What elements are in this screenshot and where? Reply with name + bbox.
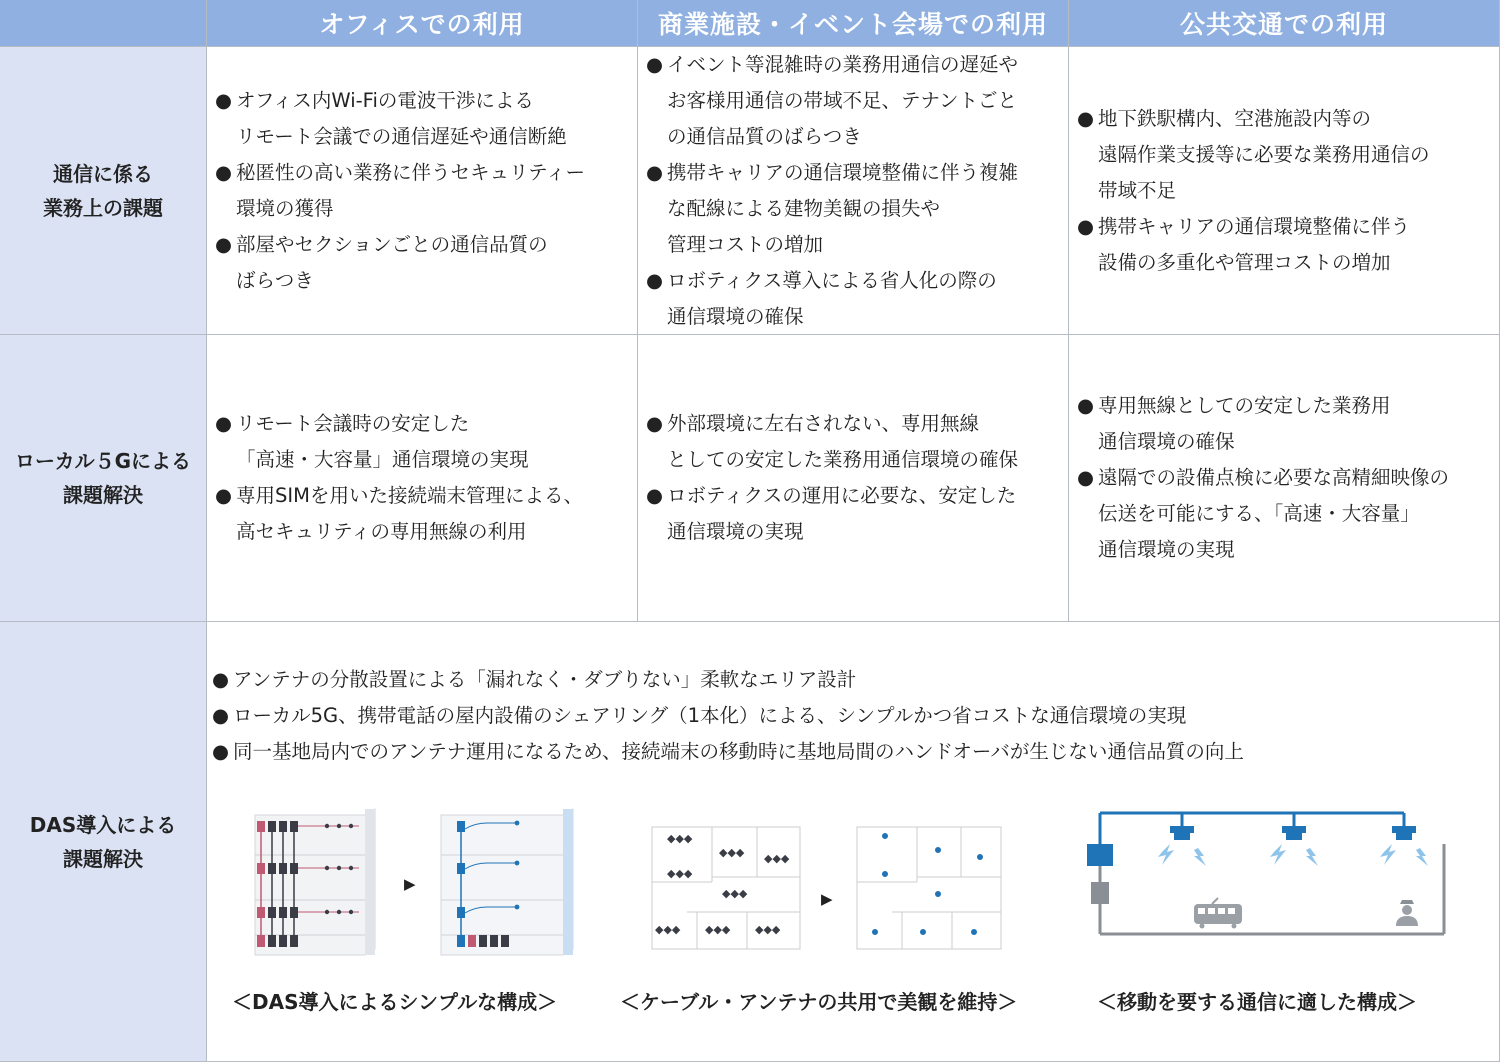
bullet-item [646, 478, 1018, 550]
row-label-line: 業務上の課題 [43, 195, 163, 220]
bullet-line: リモート会議時の安定した [236, 412, 470, 435]
bullet-dot: ● [212, 704, 230, 727]
cell-issues-transport [1069, 47, 1500, 335]
cell-local5g-transport [1069, 335, 1500, 622]
cell-issues-commercial [638, 47, 1069, 335]
bullet-line: 専用無線としての安定した業務用 [1098, 394, 1391, 417]
bullet-dot: ● [1077, 466, 1095, 489]
antenna-icon [1380, 813, 1428, 866]
bullet-line: としての安定した業務用通信環境の確保 [667, 448, 1019, 471]
bullet-line: 遠隔作業支援等に必要な業務用通信の [1098, 142, 1430, 166]
bullet-dot: ● [215, 160, 233, 184]
bullet-line: 管理コストの増加 [667, 232, 824, 256]
bullet-line: 通信環境の実現 [667, 520, 804, 543]
bullet-item [212, 698, 1244, 734]
cell-local5g-commercial [638, 335, 1069, 622]
caption-shared-aesthetics: ＜ケーブル・アンテナの共用で美観を維持＞ [620, 990, 1018, 1014]
bullet-line: 通信環境の実現 [1098, 538, 1235, 561]
bullet-dot: ● [646, 412, 664, 435]
bullet-line: 外部環境に左右されない、専用無線 [667, 412, 980, 435]
svg-text:◆◆◆: ◆◆◆ [705, 923, 731, 936]
row-label-line: DAS導入による [29, 812, 177, 837]
bullet-item [646, 263, 1018, 335]
bullet-dot: ● [1077, 214, 1095, 238]
bullet-dot: ● [1077, 106, 1095, 130]
caption-mobile-comm: ＜移動を要する通信に適した構成＞ [1097, 990, 1417, 1014]
bullet-dot: ● [646, 160, 664, 184]
building-before [255, 809, 375, 955]
cell-das [207, 622, 1500, 1062]
bullet-line: 地下鉄駅構内、空港施設内等の [1098, 106, 1372, 130]
bullet-line: 携帯キャリアの通信環境整備に伴う複雑 [667, 160, 1019, 184]
bullet-line: イベント等混雑時の業務用通信の遅延や [667, 52, 1019, 76]
row-label-issues [0, 47, 207, 335]
staff-icon [1396, 900, 1418, 926]
bullet-line: リモート会議での通信遅延や通信断絶 [236, 124, 567, 148]
bullet-dot: ● [212, 668, 230, 691]
base-station [1091, 882, 1109, 904]
svg-text:◆◆◆: ◆◆◆ [764, 852, 790, 865]
row-label-local5g [0, 335, 207, 622]
floorplan-diagram [647, 822, 1007, 952]
floorplan-before [652, 827, 800, 949]
arrow-icon: ▶ [404, 875, 416, 893]
bullet-line: ロボティクス導入による省人化の際の [667, 268, 997, 292]
bullet-dot: ● [1077, 394, 1095, 417]
svg-text:◆◆◆: ◆◆◆ [755, 923, 781, 936]
row-label-das [0, 622, 207, 1062]
svg-text:◆◆◆: ◆◆◆ [655, 923, 681, 936]
bullet-line: ローカル5G、携帯電話の屋内設備のシェアリング（1本化）による、シンプルかつ省コストな通信環境の実現 [233, 704, 1187, 727]
bullet-dot: ● [646, 484, 664, 507]
bullet-item [215, 478, 583, 550]
bullet-item [1077, 101, 1430, 209]
bullet-item [1077, 388, 1449, 460]
header-transport: 公共交通での利用 [1069, 0, 1500, 47]
bullet-item [215, 155, 585, 227]
bullet-line: 通信環境の確保 [1098, 430, 1235, 453]
bullet-line: ロボティクスの運用に必要な、安定した [667, 484, 1017, 507]
floorplan-after [857, 827, 1001, 949]
bullet-item [215, 227, 585, 299]
corridor-antenna-diagram [1082, 810, 1452, 940]
antenna-icon [1158, 813, 1206, 866]
bullet-dot: ● [646, 52, 664, 76]
bullet-item [646, 155, 1018, 263]
row-label-line: 課題解決 [62, 846, 143, 871]
bullet-line: オフィス内Wi-Fiの電波干渉による [236, 88, 534, 112]
header-office: オフィスでの利用 [207, 0, 638, 47]
bullet-item [215, 406, 583, 478]
cell-issues-office [207, 47, 638, 335]
bullet-line: 高セキュリティの専用無線の利用 [236, 520, 527, 543]
row-label-line: 課題解決 [63, 483, 143, 507]
das-building-diagram [247, 807, 577, 957]
bullet-dot: ● [215, 484, 233, 507]
bullet-line: 環境の獲得 [236, 196, 334, 220]
bullet-dot: ● [212, 740, 230, 763]
bullet-line: 部屋やセクションごとの通信品質の [236, 232, 548, 256]
bullet-line: 伝送を可能にする、「高速・大容量」 [1098, 502, 1420, 525]
row-label-line: 通信に係る [53, 161, 153, 186]
bullet-line: 秘匿性の高い業務に伴うセキュリティー [236, 160, 586, 184]
bullet-item [646, 47, 1018, 155]
arrow-icon: ▶ [821, 890, 833, 908]
header-commercial: 商業施設・イベント会場での利用 [638, 0, 1069, 47]
bullet-line: 遠隔での設備点検に必要な高精細映像の [1098, 466, 1450, 489]
bullet-line: ばらつき [236, 268, 314, 292]
das-hub [1087, 844, 1113, 866]
bullet-line: 携帯キャリアの通信環境整備に伴う [1098, 214, 1411, 238]
bullet-line: の通信品質のばらつき [667, 124, 862, 148]
bullet-item [212, 662, 1244, 698]
bullet-line: 通信環境の確保 [667, 304, 804, 328]
caption-das-simple: ＜DAS導入によるシンプルな構成＞ [232, 990, 558, 1014]
bullet-line: お客様用通信の帯域不足、テナントごと [667, 88, 1018, 112]
bullet-line: 帯域不足 [1098, 178, 1177, 202]
bullet-item [1077, 460, 1449, 568]
bullet-line: アンテナの分散設置による「漏れなく・ダブりない」柔軟なエリア設計 [233, 668, 857, 691]
svg-text:◆◆◆: ◆◆◆ [667, 867, 693, 880]
svg-text:◆◆◆: ◆◆◆ [667, 832, 693, 845]
bullet-line: 同一基地局内でのアンテナ運用になるため、接続端末の移動時に基地局間のハンドオーバが生じない通信品質の向上 [233, 740, 1244, 763]
train-icon [1194, 898, 1242, 929]
building-after [441, 809, 573, 955]
bullet-item [1077, 209, 1430, 281]
bullet-line: 専用SIMを用いた接続端末管理による、 [236, 484, 583, 507]
row-label-line: ローカル５Gによる [14, 449, 192, 473]
bullet-line: 「高速・大容量」通信環境の実現 [236, 448, 529, 471]
header-corner [0, 0, 207, 47]
bullet-line: な配線による建物美観の損失や [667, 196, 941, 220]
cell-local5g-office [207, 335, 638, 622]
svg-text:◆◆◆: ◆◆◆ [722, 887, 748, 900]
antenna-icon [1270, 813, 1318, 866]
bullet-dot: ● [215, 412, 233, 435]
bullet-dot: ● [646, 268, 664, 292]
bullet-dot: ● [215, 232, 233, 256]
bullet-item [215, 83, 585, 155]
svg-text:◆◆◆: ◆◆◆ [719, 846, 745, 859]
bullet-item [646, 406, 1018, 478]
bullet-line: 設備の多重化や管理コストの増加 [1098, 250, 1391, 274]
bullet-dot: ● [215, 88, 233, 112]
bullet-item [212, 734, 1244, 770]
